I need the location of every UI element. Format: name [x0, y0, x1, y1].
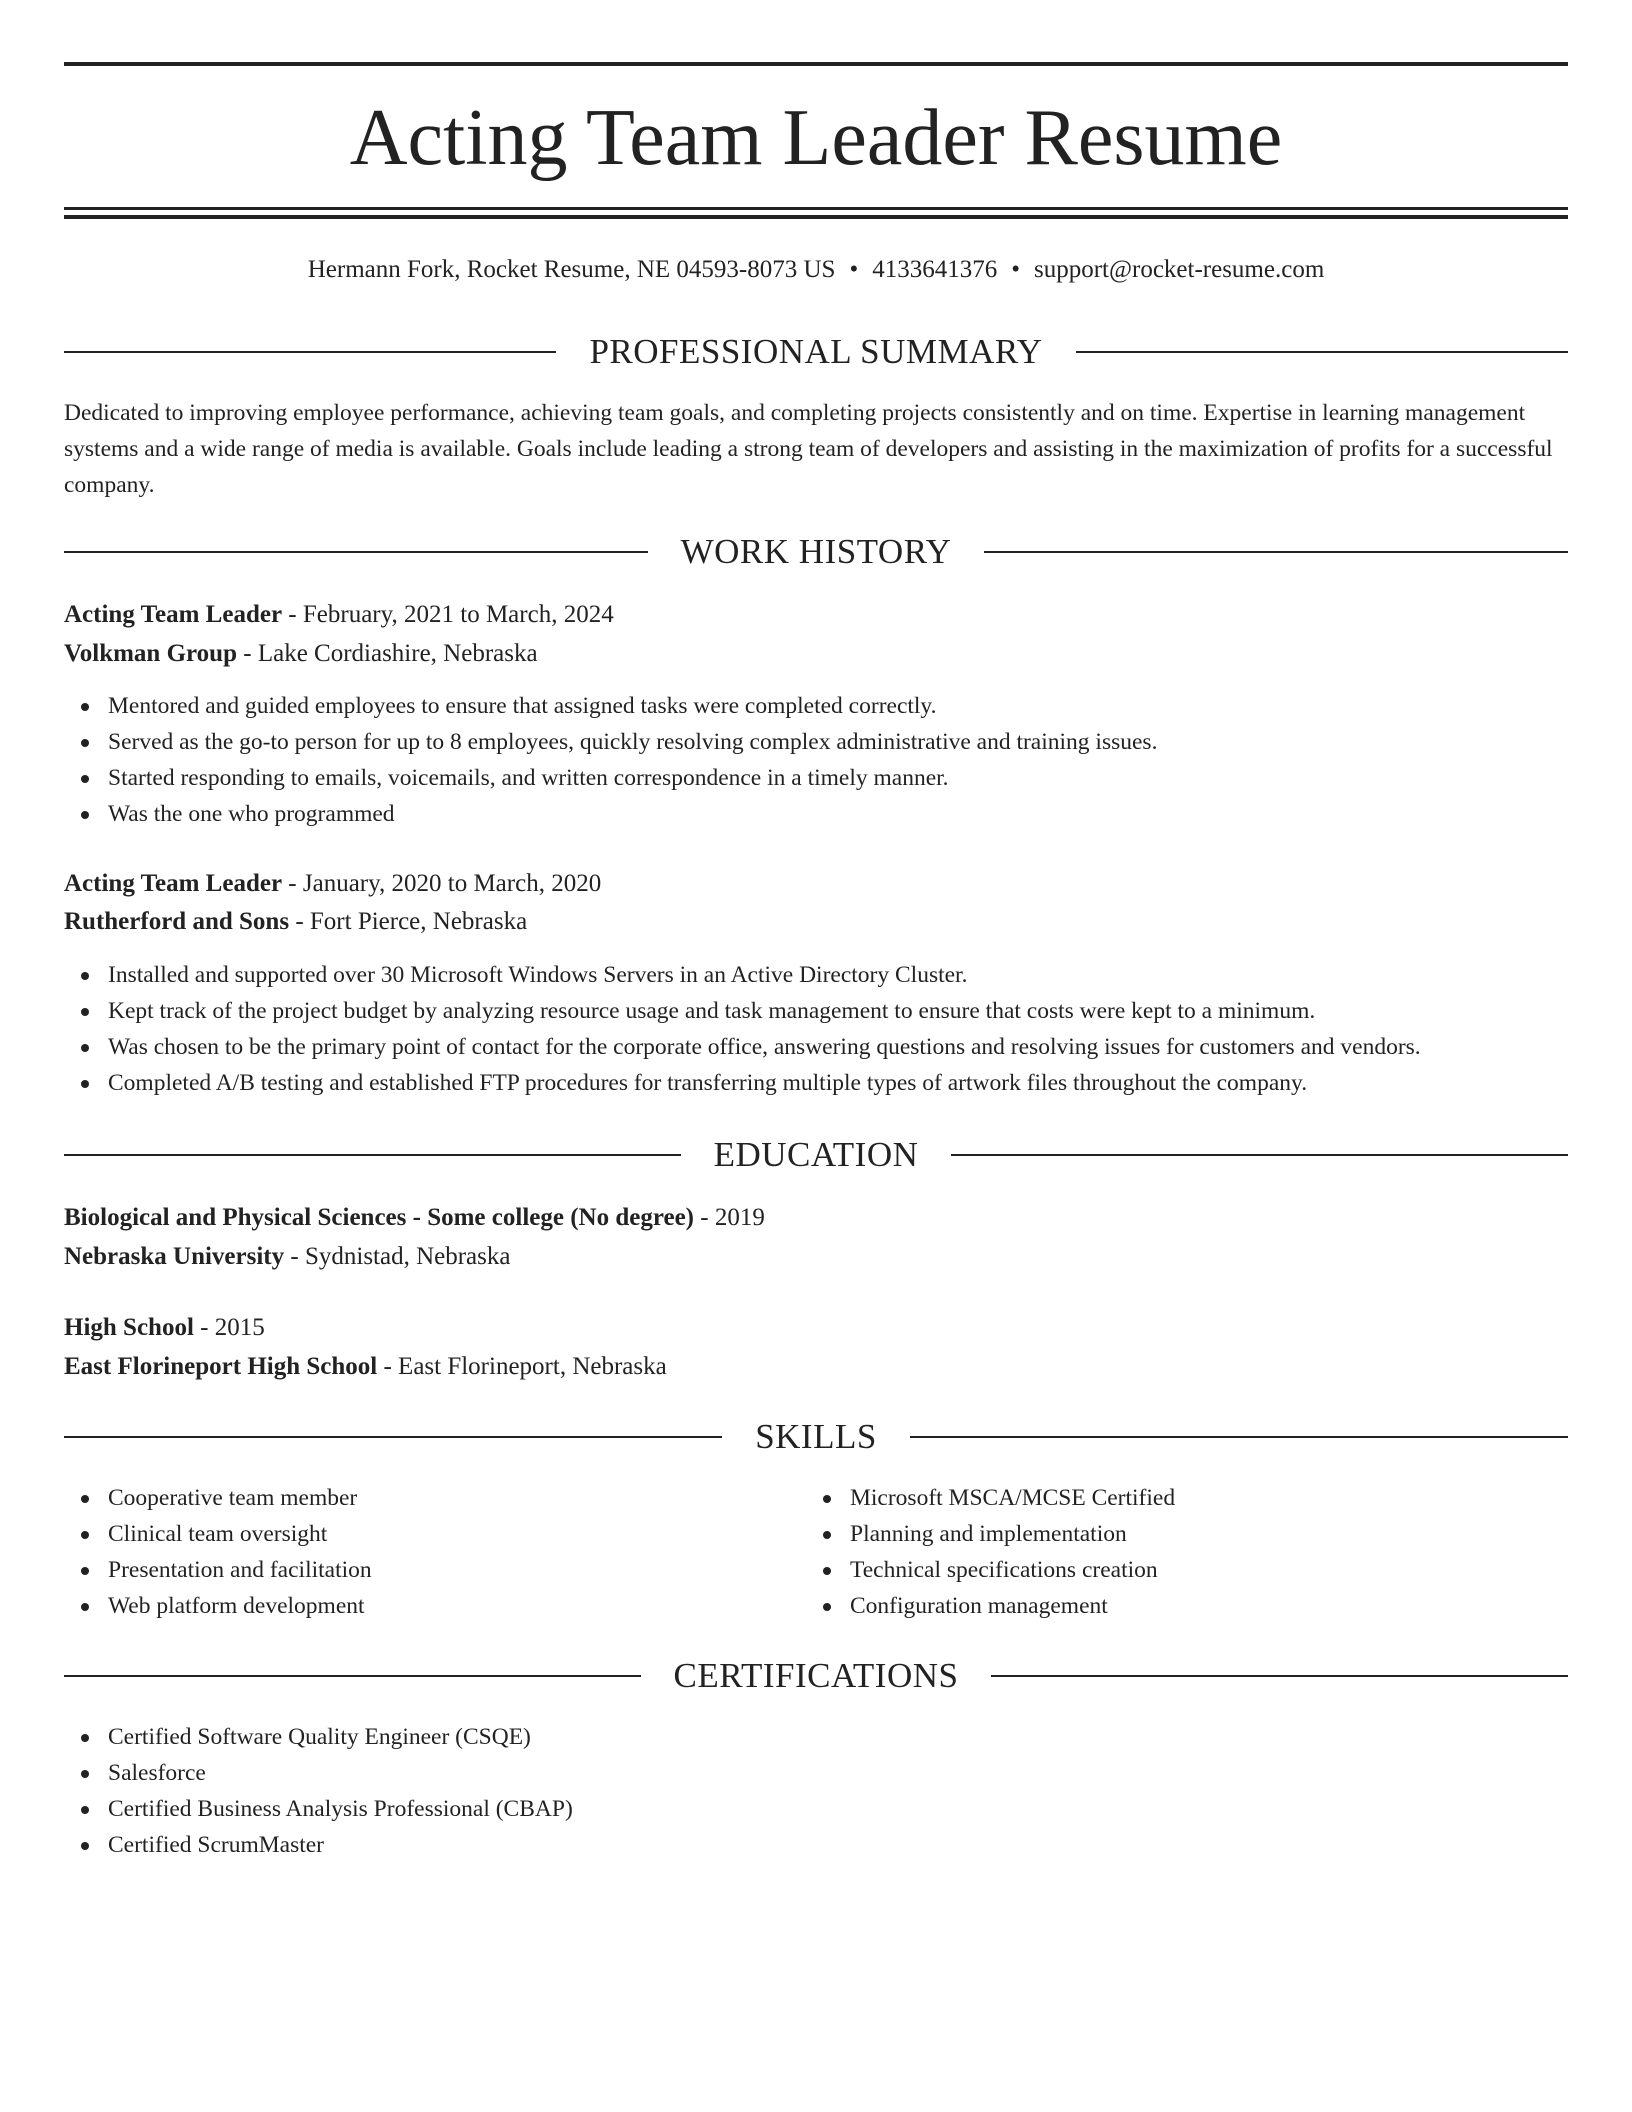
job-title: Acting Team Leader	[64, 870, 283, 897]
education-year: - 2015	[193, 1314, 265, 1341]
education-heading-text: EDUCATION	[713, 1135, 919, 1174]
job-company-line	[64, 904, 1568, 940]
heading-rule-left	[64, 351, 556, 353]
heading-rule-left	[64, 1154, 681, 1156]
certifications-heading-text: CERTIFICATIONS	[673, 1656, 959, 1695]
contact-phone: 4133641376	[872, 256, 998, 283]
summary-heading-text: PROFESSIONAL SUMMARY	[589, 332, 1043, 371]
list-item: Was chosen to be the primary point of contact for the corporate office, answering questions and resolving issues for customers and vendors.	[64, 1029, 1421, 1065]
education-degree-line	[64, 1310, 1568, 1346]
job-company-line	[64, 636, 1568, 672]
list-item: Cooperative team member	[64, 1480, 372, 1516]
job-dates: - February, 2021 to March, 2024	[282, 601, 614, 628]
skills-heading	[64, 1417, 1568, 1457]
list-item: Installed and supported over 30 Microsoft Windows Servers in an Active Directory Cluster.	[64, 957, 1421, 993]
title-rule-upper	[64, 207, 1568, 210]
list-item: Web platform development	[64, 1588, 372, 1624]
education-heading	[64, 1135, 1568, 1175]
list-item: Completed A/B testing and established FTP procedures for transferring multiple types of artwork files throughout the company.	[64, 1065, 1421, 1101]
heading-rule-right	[984, 551, 1568, 553]
job-title-line	[64, 866, 1568, 902]
contact-separator: •	[1011, 256, 1020, 283]
work-history-heading	[64, 532, 1568, 572]
job-bullets	[64, 957, 1421, 1101]
heading-rule-left	[64, 551, 648, 553]
list-item: Certified ScrumMaster	[64, 1827, 573, 1863]
top-rule	[64, 62, 1568, 66]
resume-title: Acting Team Leader Resume	[349, 94, 1283, 182]
summary-heading	[64, 332, 1568, 372]
heading-rule-left	[64, 1675, 641, 1677]
heading-rule-right	[1076, 351, 1568, 353]
education-school: Nebraska University	[64, 1243, 285, 1270]
list-item: Salesforce	[64, 1755, 573, 1791]
heading-rule-right	[910, 1436, 1568, 1438]
list-item: Technical specifications creation	[806, 1552, 1175, 1588]
skills-heading-text: SKILLS	[755, 1417, 877, 1456]
list-item: Started responding to emails, voicemails, and written correspondence in a timely manner.	[64, 760, 1157, 796]
list-item: Served as the go-to person for up to 8 employees, quickly resolving complex administrative and training issues.	[64, 724, 1157, 760]
education-school-line	[64, 1239, 1568, 1275]
skills-list-right	[806, 1480, 1175, 1624]
job-title-line	[64, 597, 1568, 633]
list-item: Configuration management	[806, 1588, 1175, 1624]
job-location: - Lake Cordiashire, Nebraska	[237, 640, 538, 667]
contact-email: support@rocket-resume.com	[1033, 256, 1325, 283]
heading-rule-right	[951, 1154, 1568, 1156]
skills-list-left	[64, 1480, 372, 1624]
list-item: Mentored and guided employees to ensure that assigned tasks were completed correctly.	[64, 688, 1157, 724]
list-item: Planning and implementation	[806, 1516, 1175, 1552]
job-company: Volkman Group	[64, 640, 237, 667]
job-title: Acting Team Leader	[64, 601, 283, 628]
education-location: - Sydnistad, Nebraska	[284, 1243, 511, 1270]
list-item: Certified Business Analysis Professional (CBAP)	[64, 1791, 573, 1827]
list-item: Was the one who programmed	[64, 796, 1157, 832]
work-history-heading-text: WORK HISTORY	[680, 532, 952, 571]
contact-address: Hermann Fork, Rocket Resume, NE 04593-8073 US	[307, 256, 836, 283]
education-school: East Florineport High School	[64, 1353, 378, 1380]
list-item: Clinical team oversight	[64, 1516, 372, 1552]
job-dates: - January, 2020 to March, 2020	[282, 870, 602, 897]
title-rule-lower	[64, 215, 1568, 219]
job-location: - Fort Pierce, Nebraska	[289, 908, 528, 935]
education-school-line	[64, 1349, 1568, 1385]
job-bullets	[64, 688, 1157, 832]
summary-text: Dedicated to improving employee performance, achieving team goals, and completing projects consistently and on time. Expertise in learning management systems and a wide range of media is available. Goals include leading a strong team of developers and assisting in the maximization of profits for a successful company.	[64, 400, 1553, 498]
list-item: Certified Software Quality Engineer (CSQE)	[64, 1719, 573, 1755]
list-item: Microsoft MSCA/MCSE Certified	[806, 1480, 1175, 1516]
education-degree: High School	[64, 1314, 194, 1341]
education-location: - East Florineport, Nebraska	[377, 1353, 667, 1380]
job-company: Rutherford and Sons	[64, 908, 290, 935]
education-degree: Biological and Physical Sciences - Some college (No degree)	[64, 1204, 694, 1231]
contact-separator: •	[849, 256, 859, 283]
education-year: - 2019	[694, 1204, 765, 1231]
heading-rule-right	[991, 1675, 1568, 1677]
certifications-list	[64, 1719, 573, 1863]
heading-rule-left	[64, 1436, 722, 1438]
education-degree-line	[64, 1200, 1568, 1236]
certifications-heading	[64, 1656, 1568, 1696]
list-item: Kept track of the project budget by analyzing resource usage and task management to ensure that costs were kept to a minimum.	[64, 993, 1421, 1029]
contact-line	[64, 252, 1568, 288]
list-item: Presentation and facilitation	[64, 1552, 372, 1588]
